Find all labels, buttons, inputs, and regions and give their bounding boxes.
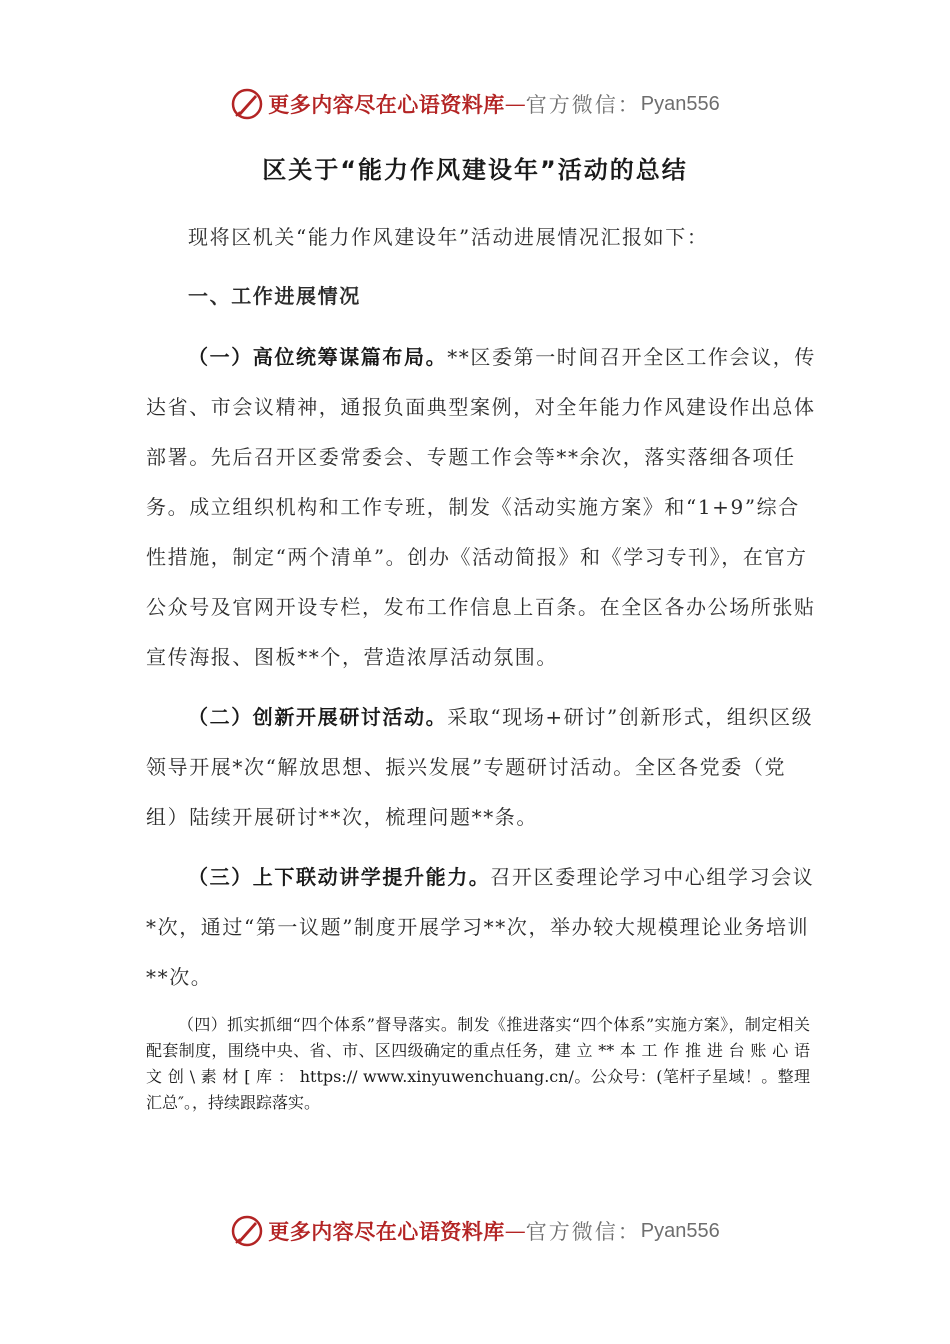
banner-site-name: 更多内容尽在心语资料库	[268, 92, 505, 117]
paragraph-2-lead: （二）创新开展研讨活动。	[188, 705, 448, 729]
intro-paragraph: 现将区机关“能力作风建设年”活动进展情况汇报如下：	[188, 225, 709, 249]
banner-wechat-label: 官方微信：	[525, 1220, 641, 1244]
banner-wechat-label: 官方微信：	[525, 93, 641, 117]
paragraph-3-lead: （三）上下联动讲学提升能力。	[188, 865, 491, 889]
paragraph-4: （四）抓实抓细“四个体系”督导落实。制发《推进落实“四个体系”实施方案》，制定相关配套制度，围绕中央、省、市、区四级确定的重点任务，建 立 ** 本 工 作 推 进 台 账 心 语 文 创 \ 素 材 [ 库 ： https:// www.xinyuwenchuang.cn/。公众号：(笔杆子星域！。整理汇总″。，持续跟踪落实。	[146, 1015, 810, 1112]
paragraph-1-body: **区委第一时间召开全区工作会议，传达省、市会议精神，通报负面典型案例，对全年能力作风建设作出总体部署。先后召开区委常委会、专题工作会等**余次，落实落细各项任务。成立组织机构和工作专班，制发《活动实施方案》和“1+9”综合性措施，制定“两个清单”。创办《活动简报》和《学习专刊》，在官方公众号及官网开设专栏，发布工作信息上百条。在全区各办公场所张贴宣传海报、图板**个，营造浓厚活动氛围。	[146, 345, 817, 669]
paragraph-2	[146, 692, 818, 842]
paragraph-1-lead: （一）高位统筹谋篇布局。	[188, 345, 448, 369]
quill-logo-icon	[230, 1214, 264, 1248]
banner-wechat-id: Pyan556	[640, 92, 720, 115]
banner-site-name: 更多内容尽在心语资料库	[268, 1219, 505, 1244]
paragraph-1	[146, 332, 818, 682]
document-title: 区关于“能力作风建设年”活动的总结	[262, 156, 688, 184]
footer-banner	[0, 1211, 950, 1251]
paragraph-3-body: 召开区委理论学习中心组学习会议*次，通过“第一议题”制度开展学习**次，举办较大规模理论业务培训**次。	[146, 865, 815, 989]
banner-dash: —	[504, 92, 526, 116]
paragraph-3	[146, 852, 818, 1002]
paragraph-2-body: 采取“现场+研讨”创新形式，组织区级领导开展*次“解放思想、振兴发展”专题研讨活动。全区各党委（党组）陆续开展研讨**次，梳理问题**条。	[146, 705, 814, 829]
section-heading: 一、工作进展情况	[188, 284, 361, 308]
banner-wechat-id: Pyan556	[640, 1219, 720, 1242]
banner-dash: —	[504, 1219, 526, 1243]
quill-logo-icon	[230, 87, 264, 121]
header-banner	[0, 84, 950, 124]
